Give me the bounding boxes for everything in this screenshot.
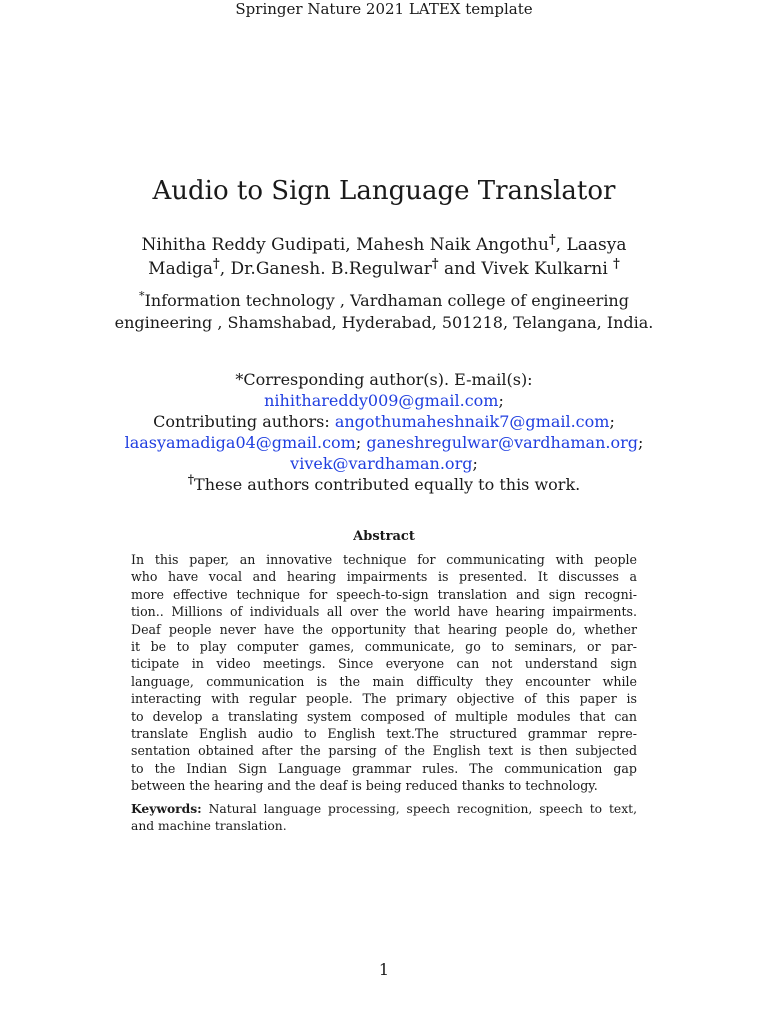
paper-title: Audio to Sign Language Translator — [152, 176, 616, 206]
dagger-mark: † — [187, 472, 195, 487]
abstract-line: tion.. Millions of individuals all over the world have hearing impairments. — [131, 604, 637, 620]
affiliation-line1: Information technology , Vardhaman college of engineering — [144, 291, 629, 310]
running-head-text: Springer Nature 2021 LATEX template — [235, 0, 533, 18]
contributing-label: Contributing authors: — [153, 412, 335, 431]
abstract-line: sentation obtained after the parsing of the English text is then subjected — [131, 743, 637, 759]
abstract-line: In this paper, an innovative technique for communicating with people — [131, 552, 637, 567]
abstract-line: between the hearing and the deaf is being reduced thanks to technology. — [131, 778, 598, 794]
authors-line1: Nihitha Reddy Gudipati, Mahesh Naik Angothu — [141, 235, 549, 255]
abstract-line: ticipate in video meetings. Since everyone can not understand sign — [131, 656, 637, 672]
keywords-line2: and machine translation. — [131, 819, 287, 833]
abstract-line: to develop a translating system composed of multiple modules that can — [131, 708, 637, 724]
separator: ; — [472, 454, 478, 473]
abstract-line: more effective technique for speech-to-sign translation and sign recogni- — [131, 586, 637, 602]
abstract-line: translate English audio to English text.The structured grammar repre- — [131, 726, 637, 742]
dagger-mark: † — [431, 256, 439, 272]
email-link-angothu[interactable]: angothumaheshnaik7@gmail.com — [334, 412, 610, 431]
dagger-mark: † — [213, 256, 220, 272]
corresponding-email-link[interactable]: nihithareddy009@gmail.com — [264, 391, 499, 410]
email-link-regulwar[interactable]: ganeshregulwar@vardhaman.org — [366, 433, 638, 452]
abstract-line: who have vocal and hearing impairments is presented. It discusses a — [131, 569, 637, 585]
equal-contribution-note: These authors contributed equally to this work. — [194, 475, 581, 494]
abstract-body — [131, 551, 637, 795]
author-madiga: Madiga — [148, 259, 214, 279]
abstract-line: Deaf people never have the opportunity that hearing people do, whether — [131, 621, 637, 637]
separator: ; — [498, 391, 504, 410]
separator: ; — [355, 433, 362, 452]
dagger-mark: † — [548, 232, 556, 248]
affiliation — [90, 290, 678, 334]
email-link-kulkarni[interactable]: vivek@vardhaman.org — [290, 454, 473, 473]
author-regulwar: , Dr.Ganesh. B.Regulwar — [219, 259, 432, 279]
abstract-line: to the Indian Sign Language grammar rules. The communication gap — [131, 760, 637, 776]
separator: ; — [609, 412, 615, 431]
dagger-mark: † — [613, 256, 620, 272]
affiliation-line2: engineering , Shamshabad, Hyderabad, 501218, Telangana, India. — [114, 313, 654, 332]
separator: ; — [638, 433, 644, 452]
abstract-line: interacting with regular people. The primary objective of this paper is — [131, 691, 637, 707]
abstract-heading: Abstract — [353, 529, 415, 544]
keywords-label: Keywords: — [131, 801, 202, 816]
email-link-madiga[interactable]: laasyamadiga04@gmail.com — [124, 433, 356, 452]
abstract-line: language, communication is the main difficulty they encounter while — [131, 673, 637, 689]
running-head — [0, 0, 768, 18]
contact-block — [90, 369, 678, 495]
affiliation-mark: * — [139, 289, 145, 303]
corresponding-label: *Corresponding author(s). E-mail(s): — [235, 370, 533, 389]
page-number: 1 — [378, 960, 390, 979]
keywords-block — [131, 800, 637, 835]
authors-line1-end: , Laasya — [555, 235, 627, 255]
abstract-line: it be to play computer games, communicate, go to seminars, or par- — [131, 639, 637, 655]
author-kulkarni: and Vivek Kulkarni — [438, 259, 614, 279]
author-list — [110, 233, 658, 281]
keywords-line1: Natural language processing, speech recognition, speech to text, — [201, 802, 637, 816]
